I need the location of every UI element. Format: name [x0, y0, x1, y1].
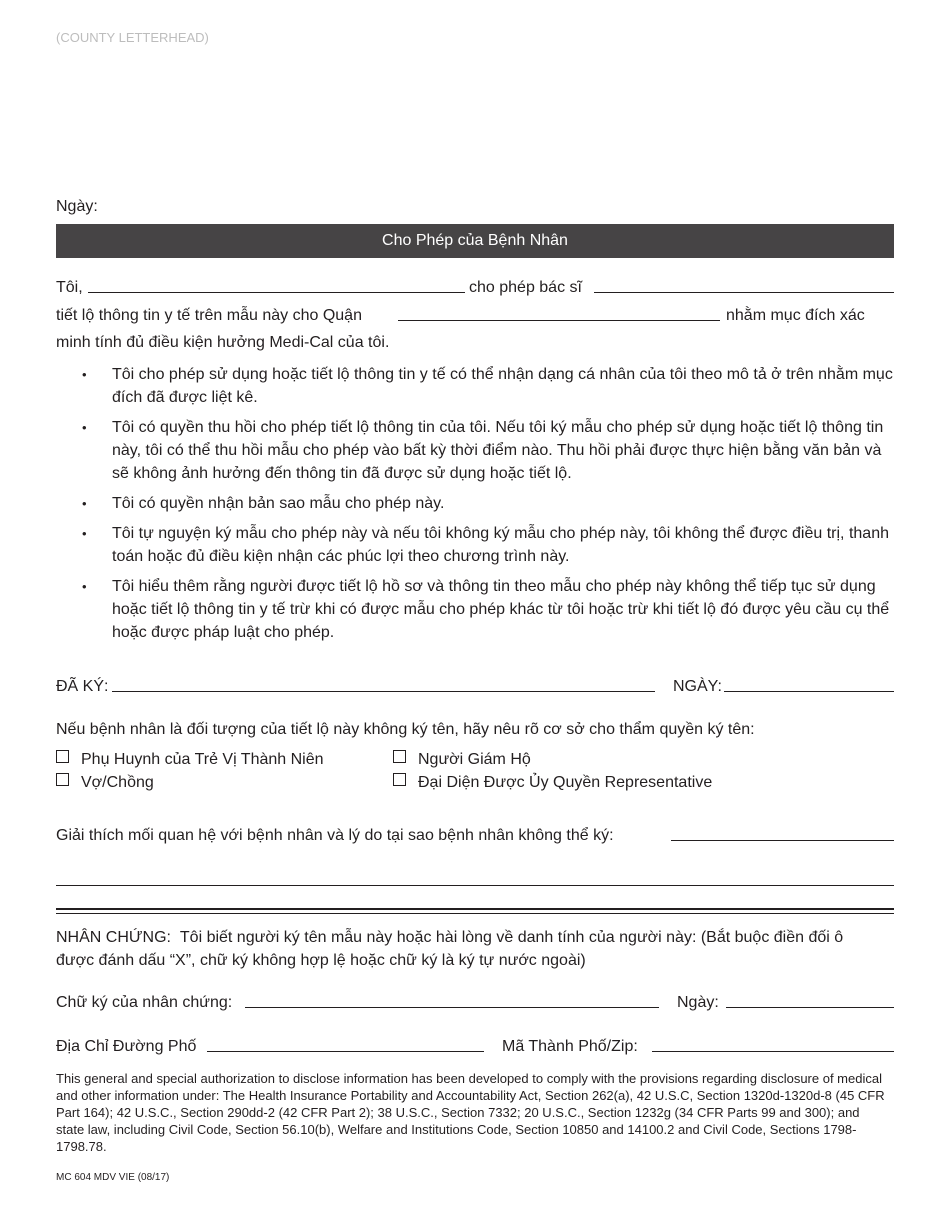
list-item — [82, 575, 900, 644]
signed-date-field[interactable] — [724, 691, 894, 692]
authorization-terms-list — [82, 363, 900, 651]
bullet-icon: • — [82, 579, 87, 594]
list-item — [82, 522, 900, 568]
witness-text-line2: được đánh dấu “X”, chữ ký không hợp lệ hoặc chữ ký là ký tự nước ngoài) — [56, 952, 586, 969]
purpose-continued-label: minh tính đủ điều kiện hưởng Medi-Cal của tôi. — [56, 334, 390, 351]
street-address-label: Địa Chỉ Đường Phố — [56, 1038, 197, 1055]
bullet-icon: • — [82, 496, 87, 511]
parent-checkbox[interactable] — [56, 750, 69, 763]
intro-toi-label: Tôi, — [56, 279, 83, 296]
witness-heading: NHÂN CHỨNG: — [56, 929, 171, 946]
form-number: MC 604 MDV VIE (08/17) — [56, 1172, 170, 1183]
explain-relationship-label: Giải thích mối quan hệ với bệnh nhân và lý do tại sao bệnh nhân không thể ký: — [56, 827, 614, 844]
spouse-option-label: Vợ/Chồng — [81, 774, 154, 791]
county-name-field[interactable] — [398, 320, 720, 321]
purpose-label: nhằm mục đích xác — [726, 307, 865, 324]
witness-date-field[interactable] — [726, 1007, 894, 1008]
witness-signature-field[interactable] — [245, 1007, 659, 1008]
option-representative[interactable] — [393, 773, 712, 793]
city-zip-field[interactable] — [652, 1051, 894, 1052]
bullet-icon: • — [82, 526, 87, 541]
signed-label: ĐÃ KÝ: — [56, 678, 109, 695]
bullet-icon: • — [82, 420, 87, 435]
list-item — [82, 492, 900, 515]
explain-relationship-field-line2[interactable] — [56, 885, 894, 886]
section-divider — [56, 908, 894, 910]
witness-signature-label: Chữ ký của nhân chứng: — [56, 994, 233, 1011]
option-spouse[interactable] — [56, 773, 154, 793]
term-text: Tôi có quyền nhận bản sao mẫu cho phép này. — [112, 495, 445, 512]
guardian-checkbox[interactable] — [393, 750, 406, 763]
witness-text-line1: Tôi biết người ký tên mẫu này hoặc hài lòng về danh tính của người này: (Bắt buộc điền đối ô — [179, 929, 844, 946]
term-text: Tôi có quyền thu hồi cho phép tiết lộ thông tin của tôi. Nếu tôi ký mẫu cho phép sử dụng hoặc tiết lộ thông tin này, tôi có thể thu hồi mẫu cho phép vào bất kỳ thời điểm nào. Thu hồi phải được thực hiện bằng văn bản và sẽ không ảnh hưởng đến thông tin đã được sử dụng hoặc tiết lộ. — [112, 419, 884, 482]
list-item — [82, 416, 900, 485]
disclose-county-label: tiết lộ thông tin y tế trên mẫu này cho Quận — [56, 307, 362, 324]
representative-checkbox[interactable] — [393, 773, 406, 786]
date-label: Ngày: — [56, 198, 98, 215]
term-text: Tôi hiểu thêm rằng người được tiết lộ hồ sơ và thông tin theo mẫu cho phép này không thể tiếp tục sử dụng hoặc tiết lộ thông tin y tế trừ khi có được mẫu cho phép khác từ tôi hoặc trừ khi tiết lộ đó được yêu cầu cụ thể hoặc được pháp luật cho phép. — [112, 578, 890, 641]
form-title: Cho Phép của Bệnh Nhân — [56, 224, 894, 258]
parent-option-label: Phụ Huynh của Trẻ Vị Thành Niên — [81, 751, 324, 768]
authority-basis-prompt: Nếu bệnh nhân là đối tượng của tiết lộ này không ký tên, hãy nêu rõ cơ sở cho thẩm quyền ký tên: — [56, 721, 755, 738]
representative-option-label: Đại Diện Được Ủy Quyền Representative — [418, 774, 713, 791]
option-parent[interactable] — [56, 750, 324, 770]
option-guardian[interactable] — [393, 750, 531, 770]
patient-name-field[interactable] — [88, 292, 465, 293]
term-text: Tôi tự nguyện ký mẫu cho phép này và nếu tôi không ký mẫu cho phép này, tôi không thể được điều trị, thanh toán hoặc đủ điều kiện nhận các phúc lợi theo chương trình này. — [112, 525, 889, 565]
county-letterhead: (COUNTY LETTERHEAD) — [56, 30, 209, 45]
witness-statement — [56, 926, 896, 972]
doctor-name-field[interactable] — [594, 292, 894, 293]
guardian-option-label: Người Giám Hộ — [418, 751, 531, 768]
street-address-field[interactable] — [207, 1051, 484, 1052]
authorize-doctor-label: cho phép bác sĩ — [469, 279, 582, 296]
witness-date-label: Ngày: — [677, 994, 719, 1011]
list-item — [82, 363, 900, 409]
section-divider-thin — [56, 913, 894, 914]
bullet-icon: • — [82, 367, 87, 382]
legal-footnote: This general and special authorization to disclose information has been developed to comply with the provisions regarding disclosure of medical and other information under: The Health Insurance Portability and Accountability Act, Section 262(a), 42 U.S.C, Section 1320d-1320d-8 (45 CFR Part 164); 42 U.S.C., Section 290dd-2 (42 CFR Part 2); 38 U.S.C., Section 7332; 20 U.S.C., Section 1232g (34 CFR Parts 99 and 300); and state law, including Civil Code, Section 56.10(b), Welfare and Institutions Code, Section 10850 and 14100.2 and Civil Code, Sections 1798-1798.78. — [56, 1071, 885, 1154]
signed-date-label: NGÀY: — [673, 678, 722, 695]
patient-signature-field[interactable] — [112, 691, 655, 692]
term-text: Tôi cho phép sử dụng hoặc tiết lộ thông tin y tế có thể nhận dạng cá nhân của tôi theo mô tả ở trên nhằm mục đích đã được liệt kê. — [112, 366, 893, 406]
spouse-checkbox[interactable] — [56, 773, 69, 786]
city-zip-label: Mã Thành Phố/Zip: — [502, 1038, 638, 1055]
explain-relationship-field[interactable] — [671, 840, 894, 841]
